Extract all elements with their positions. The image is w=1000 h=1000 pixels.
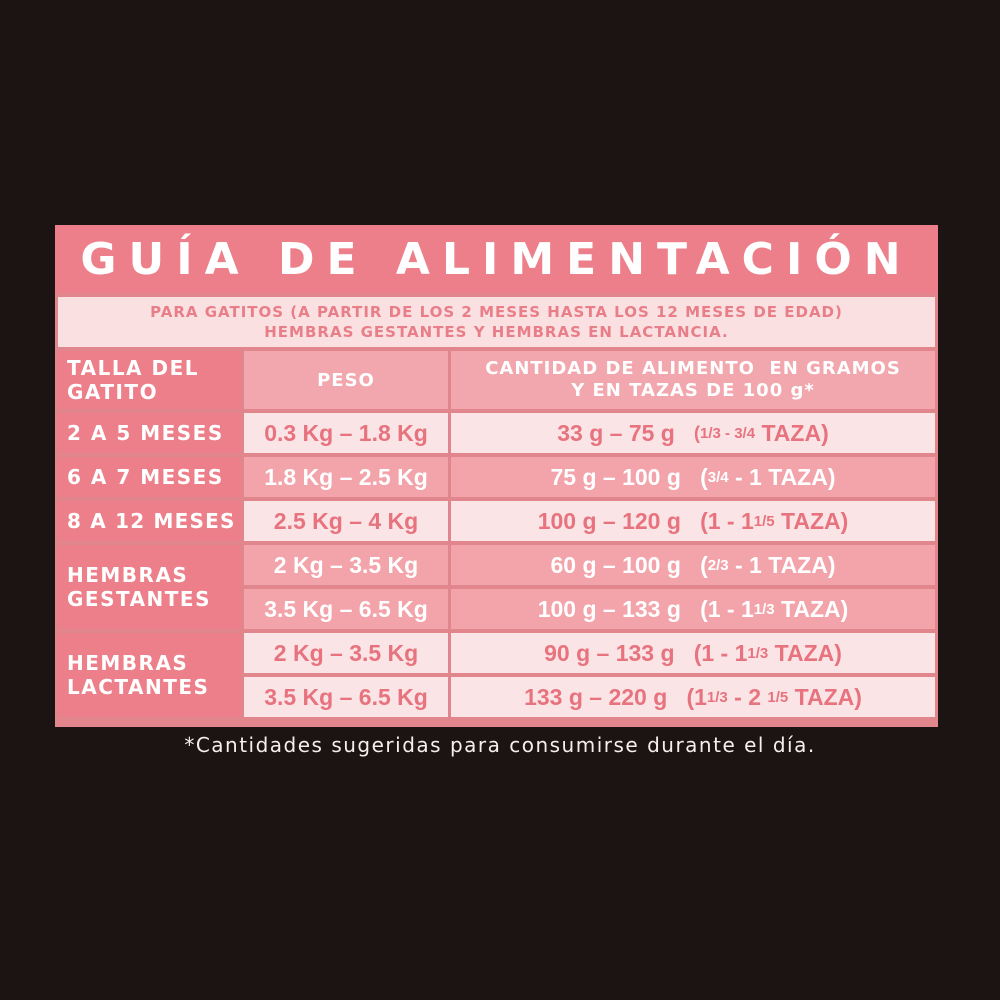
group-label: 6 A 7 MESES bbox=[58, 457, 241, 497]
taza-fraction: 3/4 bbox=[707, 468, 729, 486]
group-label bbox=[58, 545, 241, 629]
taza-fraction: 1/3 bbox=[706, 688, 728, 706]
taza-fraction-2: 1/5 bbox=[767, 688, 789, 706]
peso-cell: 3.5 Kg – 6.5 Kg bbox=[244, 677, 448, 717]
header-talla-line-1: TALLA DEL bbox=[67, 356, 200, 380]
taza-rest-2: TAZA) bbox=[788, 683, 862, 710]
header-cantidad bbox=[451, 351, 935, 409]
header-cantidad-line-1: CANTIDAD DE ALIMENTO EN GRAMOS bbox=[485, 358, 901, 379]
table-title: GUÍA DE ALIMENTACIÓN bbox=[55, 225, 938, 293]
gramos-text: 75 g – 100 g bbox=[550, 463, 681, 490]
gramos-text: 60 g – 100 g bbox=[550, 551, 681, 578]
taza-rest: TAZA) bbox=[755, 419, 829, 446]
taza-fraction: 1/3 bbox=[753, 600, 775, 618]
header-peso: PESO bbox=[244, 351, 448, 409]
taza-open: (1 - 1 bbox=[700, 595, 754, 622]
subtitle-line-1: PARA GATITOS (A PARTIR DE LOS 2 MESES HASTA LOS 12 MESES DE EDAD) bbox=[150, 303, 843, 321]
taza-open: (1 - 1 bbox=[700, 507, 754, 534]
taza-rest: TAZA) bbox=[768, 639, 842, 666]
cantidad-cell bbox=[451, 413, 935, 453]
group-label: 2 A 5 MESES bbox=[58, 413, 241, 453]
table-subtitle bbox=[58, 297, 935, 347]
taza-fraction: 1/3 - 3/4 bbox=[700, 424, 756, 442]
peso-cell: 2 Kg – 3.5 Kg bbox=[244, 633, 448, 673]
gramos-text: 133 g – 220 g bbox=[524, 683, 668, 710]
taza-rest: - 2 bbox=[727, 683, 768, 710]
cantidad-cell bbox=[451, 545, 935, 585]
taza-fraction: 1/3 bbox=[747, 644, 769, 662]
cantidad-cell bbox=[451, 677, 935, 717]
taza-open: ( bbox=[694, 422, 701, 443]
feeding-guide-table bbox=[55, 225, 938, 727]
header-cantidad-line-2: Y EN TAZAS DE 100 g* bbox=[571, 380, 815, 401]
group-label-line-2: LACTANTES bbox=[67, 675, 210, 699]
taza-open: (1 bbox=[686, 683, 707, 710]
taza-fraction: 1/5 bbox=[753, 512, 775, 530]
peso-cell: 0.3 Kg – 1.8 Kg bbox=[244, 413, 448, 453]
taza-fraction: 2/3 bbox=[707, 556, 729, 574]
taza-rest: - 1 TAZA) bbox=[728, 463, 836, 490]
group-label: 8 A 12 MESES bbox=[58, 501, 241, 541]
footnote: *Cantidades sugeridas para consumirse durante el día. bbox=[184, 733, 816, 757]
taza-rest: - 1 TAZA) bbox=[728, 551, 836, 578]
taza-open: (1 - 1 bbox=[693, 639, 748, 666]
cantidad-cell bbox=[451, 633, 935, 673]
taza-open: ( bbox=[700, 551, 708, 578]
peso-cell: 2.5 Kg – 4 Kg bbox=[244, 501, 448, 541]
cantidad-cell bbox=[451, 589, 935, 629]
peso-cell: 1.8 Kg – 2.5 Kg bbox=[244, 457, 448, 497]
group-label-line-2: GESTANTES bbox=[67, 587, 211, 611]
group-label-line-1: HEMBRAS bbox=[67, 563, 189, 587]
taza-rest: TAZA) bbox=[774, 507, 849, 534]
taza-open: ( bbox=[700, 463, 708, 490]
header-talla-line-2: GATITO bbox=[67, 380, 159, 404]
group-label bbox=[58, 633, 241, 717]
taza-rest: TAZA) bbox=[774, 595, 849, 622]
gramos-text: 100 g – 120 g bbox=[537, 507, 681, 534]
gramos-text: 100 g – 133 g bbox=[537, 595, 681, 622]
peso-cell: 2 Kg – 3.5 Kg bbox=[244, 545, 448, 585]
cantidad-cell bbox=[451, 501, 935, 541]
subtitle-line-2: HEMBRAS GESTANTES Y HEMBRAS EN LACTANCIA. bbox=[264, 323, 729, 341]
cantidad-cell bbox=[451, 457, 935, 497]
group-label-line-1: HEMBRAS bbox=[67, 651, 189, 675]
header-talla bbox=[58, 351, 241, 409]
gramos-text: 33 g – 75 g bbox=[557, 419, 675, 446]
peso-cell: 3.5 Kg – 6.5 Kg bbox=[244, 589, 448, 629]
gramos-text: 90 g – 133 g bbox=[544, 639, 675, 666]
